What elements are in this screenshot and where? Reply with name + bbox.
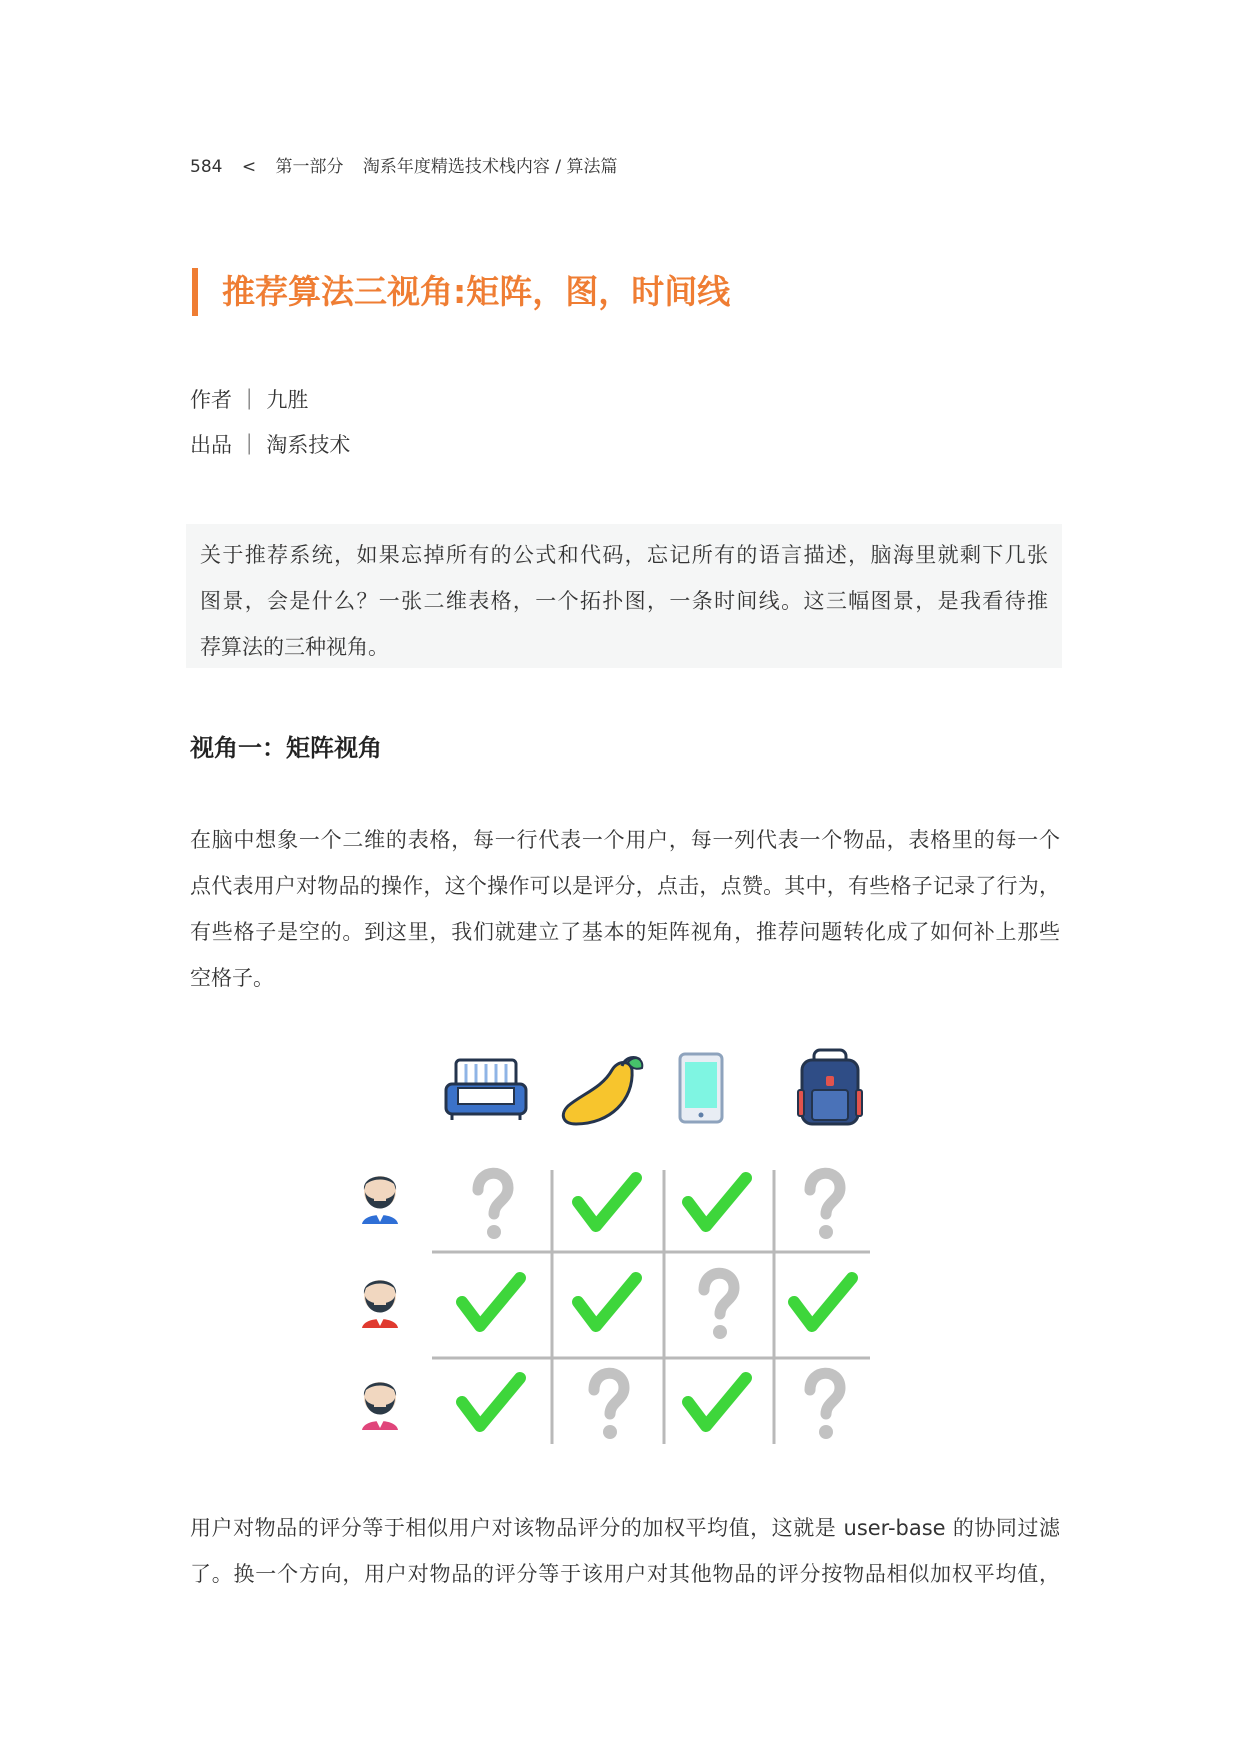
matrix-cells	[462, 1173, 852, 1439]
backpack-icon	[798, 1050, 862, 1124]
section-heading: 视角一：矩阵视角	[190, 734, 382, 762]
check-icon	[462, 1278, 520, 1326]
question-icon	[478, 1173, 508, 1239]
running-header	[190, 152, 631, 177]
check-icon	[794, 1278, 852, 1326]
abstract-line: 荐算法的三种视角。	[200, 635, 389, 659]
check-icon	[462, 1378, 520, 1426]
paragraph-line: 用户对物品的评分等于相似用户对该物品评分的加权平均值，这就是 user-base 的协同过滤	[190, 1516, 1060, 1540]
header-part: 第一部分	[275, 157, 344, 177]
paragraph-line: 点代表用户对物品的操作，这个操作可以是评分，点击，点赞。其中，有些格子记录了行为，	[190, 874, 1060, 898]
question-icon	[810, 1173, 840, 1239]
paragraph-line: 了。换一个方向，用户对物品的评分等于该用户对其他物品的评分按物品相似加权平均值，	[190, 1562, 1060, 1586]
page-number: 584	[190, 157, 223, 177]
publisher-line: 出品 ｜ 淘系技术	[190, 433, 351, 457]
paragraph-collaborative-filtering	[190, 1505, 1060, 1597]
paragraph-line: 有些格子是空的。到这里，我们就建立了基本的矩阵视角，推荐问题转化成了如何补上那些	[190, 920, 1060, 944]
article-title: 推荐算法三视角:矩阵，图，时间线	[192, 268, 730, 316]
author-line: 作者 ｜ 九胜	[190, 388, 309, 412]
abstract-line: 关于推荐系统，如果忘掉所有的公式和代码，忘记所有的语言描述，脑海里就剩下几张	[200, 543, 1048, 567]
abstract-box	[186, 524, 1062, 668]
phone-icon	[680, 1054, 722, 1122]
question-icon	[704, 1273, 734, 1339]
user-avatar-icon	[362, 1382, 398, 1430]
user-avatar-icon	[362, 1280, 398, 1328]
header-section: 淘系年度精选技术栈内容 / 算法篇	[362, 157, 618, 177]
paragraph-matrix-intro	[190, 817, 1060, 1001]
mango-icon	[563, 1058, 642, 1124]
check-icon	[578, 1278, 636, 1326]
header-separator: <	[241, 157, 257, 177]
question-icon	[810, 1373, 840, 1439]
paragraph-line: 空格子。	[190, 966, 274, 990]
user-item-matrix-figure	[340, 1040, 900, 1470]
sofa-icon	[446, 1060, 526, 1120]
check-icon	[578, 1178, 636, 1226]
user-avatar-icon	[362, 1176, 398, 1224]
paragraph-line: 在脑中想象一个二维的表格，每一行代表一个用户，每一列代表一个物品，表格里的每一个	[190, 828, 1060, 852]
check-icon	[688, 1378, 746, 1426]
question-icon	[594, 1373, 624, 1439]
abstract-line: 图景，会是什么？一张二维表格，一个拓扑图，一条时间线。这三幅图景，是我看待推	[200, 589, 1048, 613]
check-icon	[688, 1178, 746, 1226]
